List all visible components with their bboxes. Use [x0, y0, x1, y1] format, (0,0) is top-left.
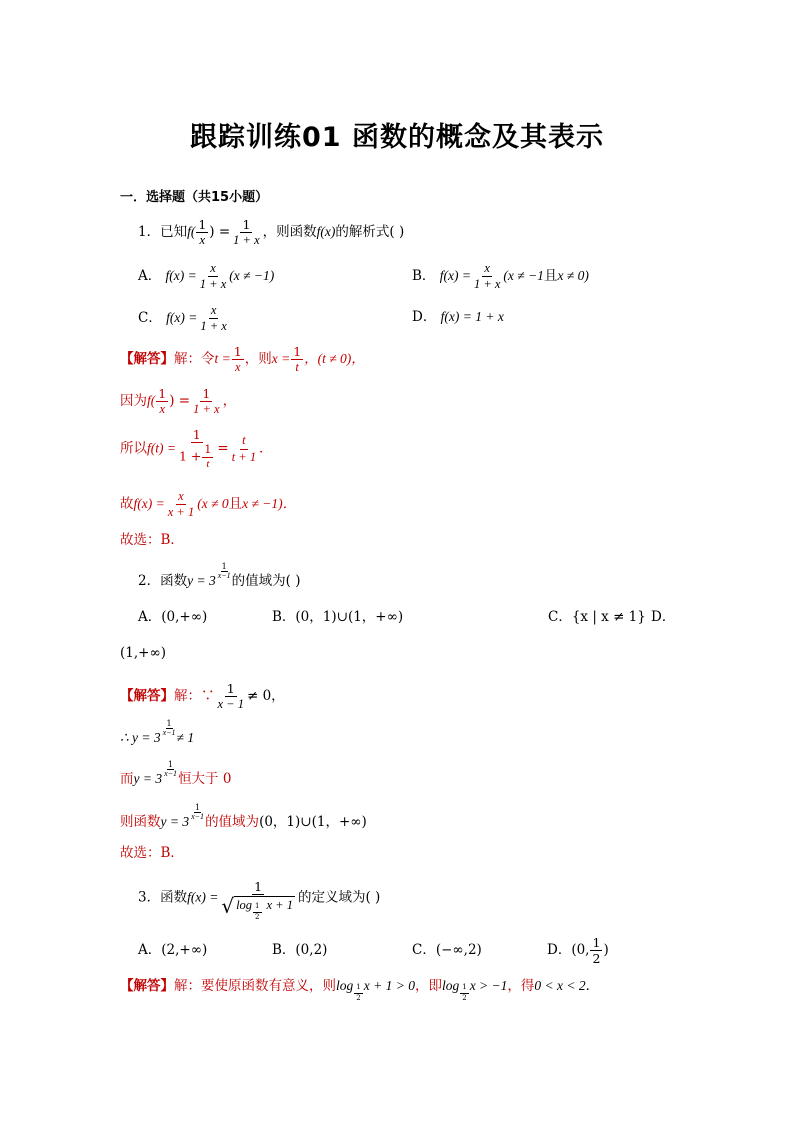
q3-option-d[interactable]	[547, 936, 609, 965]
q3-option-a[interactable]: A．(2,+∞)	[138, 942, 208, 958]
q1-option-d-expr: f(x) = 1 + x	[440, 309, 504, 324]
q3-stem-a: 3．函数	[138, 889, 188, 906]
q2-sol-l4-y: y = 3	[160, 814, 190, 829]
q1-option-b-and: 且	[543, 268, 558, 285]
q1-sol-l3-frac	[177, 428, 216, 470]
q3-stem-frac	[219, 879, 297, 921]
q2-stem-exp-den: x−1	[217, 571, 231, 580]
q3-stem	[138, 879, 381, 921]
q1-option-a-cond: (x ≠ −1)	[229, 268, 275, 284]
q2-sol-l4-exponent	[190, 804, 205, 821]
q1-option-b-cond2: x ≠ 0)	[557, 268, 589, 284]
q1-sol-l2-end: ，	[222, 393, 237, 410]
q2-stem	[138, 562, 301, 591]
q2-sol-l4-c: (0，1)∪(1，+∞)	[259, 814, 367, 830]
q3-sol-a: 解：要使原函数有意义，则	[174, 978, 336, 994]
q3-sol-log1-base-num: 1	[354, 984, 362, 993]
q2-option-a[interactable]: A．(0,+∞)	[138, 609, 208, 625]
q1-option-c-lhs: f(x) =	[166, 310, 198, 326]
q1-option-b-den: 1 + x	[473, 277, 501, 292]
q1-stem	[138, 218, 404, 247]
q1-sol-l4-frac	[166, 490, 196, 519]
q2-solution-line2	[120, 719, 195, 748]
q1-sol-l3-num: 1	[192, 427, 201, 442]
q3-sol-log2-base-den: 2	[462, 993, 467, 1002]
q1-sol-l1-a: 解：令	[174, 351, 215, 368]
q2-sol-l2-a: ∴ y = 3	[120, 730, 161, 745]
q3-option-d-pre: (0,	[571, 942, 590, 959]
q2-sol-l1-num: 1	[226, 681, 235, 696]
q2-sol-l2-b: ≠ 1	[176, 730, 195, 745]
q3-sol-b2: x > −1	[469, 978, 508, 993]
q1-sol-l1-x: x =	[271, 351, 291, 367]
q1-sol-l3-rhs-num: t	[240, 434, 247, 449]
q3-stem-log-base	[252, 902, 262, 921]
q3-option-d-den: 2	[592, 951, 601, 967]
q2-stem-b: 的值域为( )	[231, 573, 301, 589]
q2-sol-l3-y: y = 3	[133, 771, 163, 786]
q3-sol-log2-base-frac	[460, 984, 468, 1002]
q2-stem-exp-num: 1	[221, 562, 227, 571]
q1-option-a[interactable]	[138, 262, 274, 291]
q3-sol-b1: x + 1 > 0	[363, 978, 415, 993]
q3-solution-line1	[120, 978, 600, 1002]
q1-option-c[interactable]	[138, 304, 230, 333]
q1-sol-l2-eq: ) =	[169, 393, 191, 410]
q1-sol-l3-a: 所以	[120, 440, 147, 457]
q3-stem-base-den: 2	[255, 912, 260, 921]
q1-solution-line4	[120, 490, 296, 519]
q1-sol-l2-den: x	[159, 402, 165, 417]
section-heading: 一．选择题（共15小题）	[120, 190, 269, 205]
q2-sol-l2-exp-num: 1	[166, 719, 172, 728]
q2-sol-l3-b: 恒大于 0	[178, 771, 232, 787]
q1-stem-f: f(	[187, 224, 196, 240]
q1-sol-l1-num1: 1	[233, 344, 242, 359]
q2-option-d-label[interactable]: D．	[651, 609, 676, 625]
q1-option-b-num: x	[482, 262, 492, 277]
q2-sol-l1-frac	[216, 682, 246, 711]
q1-option-a-frac	[198, 262, 228, 291]
q3-stem-arg: x + 1	[266, 898, 293, 913]
q1-solution-line2	[120, 387, 236, 416]
q1-sol-l1-den1: x	[234, 360, 241, 375]
q1-option-b-cond1: (x ≠ −1	[503, 268, 544, 284]
q1-option-c-num: x	[209, 304, 219, 319]
q1-option-d-label: D．	[412, 309, 437, 325]
q3-sol-e: 0 < x < 2	[534, 978, 586, 993]
q1-stem-frac	[196, 218, 208, 247]
q1-stem-frac-num: 1	[198, 217, 207, 232]
q1-stem-end: 的解析式( )	[335, 224, 405, 241]
q1-option-c-label: C．	[138, 310, 162, 327]
q1-answer: 故选：B．	[120, 532, 184, 548]
q3-stem-b: 的定义域为( )	[297, 889, 381, 906]
q3-sol-log1: log	[336, 978, 354, 993]
q2-sol-l4-exp-num: 1	[195, 803, 201, 812]
q2-answer: 故选：B．	[120, 845, 184, 861]
q3-stem-num: 1	[254, 879, 263, 894]
q2-solution-line1	[120, 682, 285, 711]
q1-solution-tag: 【解答】	[120, 351, 174, 368]
q1-option-c-den: 1 + x	[200, 319, 227, 334]
q3-option-b[interactable]: B．(0,2)	[272, 942, 328, 958]
page-title: 跟踪训练01 函数的概念及其表示	[190, 122, 604, 153]
q1-sol-l4-cond2: x ≠ −1)．	[242, 496, 297, 512]
q1-stem-rhs-den: 1 + x	[233, 233, 260, 248]
q3-solution-tag: 【解答】	[120, 978, 174, 994]
q2-sol-l3-exp-num: 1	[168, 760, 174, 769]
q1-sol-l1-frac2	[291, 345, 303, 374]
q1-sol-l3-den-frac	[202, 444, 213, 470]
q1-solution-line3	[120, 428, 273, 470]
q2-sol-l3-a: 而	[120, 771, 134, 787]
q1-option-d[interactable]	[412, 310, 504, 325]
q1-option-a-den: 1 + x	[199, 277, 227, 292]
q2-sol-l1-a: 解：∵	[174, 688, 215, 705]
q1-stem-prefix: 1．已知	[138, 224, 188, 241]
q2-sol-l4-a: 则函数	[120, 814, 161, 830]
q3-sol-f: ．	[585, 978, 600, 994]
q1-stem-close: ) =	[209, 224, 231, 241]
q1-solution-line1	[120, 345, 365, 374]
q2-stem-a: 2．函数	[138, 573, 188, 589]
q1-stem-rhs-num: 1	[242, 217, 251, 232]
q2-stem-y: y = 3	[187, 573, 216, 588]
q2-option-b[interactable]: B．(0，1)∪(1，+∞)	[272, 609, 404, 625]
q1-sol-l4-a: 故	[120, 496, 134, 513]
q1-sol-l4-cond1: (x ≠ 0	[197, 496, 229, 512]
q1-option-b-frac	[472, 262, 502, 291]
q1-sol-l2-rhs-den: 1 + x	[193, 402, 220, 417]
q1-sol-l1-num2: 1	[293, 344, 302, 359]
q2-stem-exponent	[217, 563, 232, 580]
q2-sol-l4-b: 的值域为	[205, 814, 260, 830]
q3-option-d-num: 1	[592, 935, 601, 950]
q3-sol-log2-base-num: 1	[460, 984, 468, 993]
q3-sol-log1-base-frac	[354, 984, 362, 1002]
q3-stem-f: f(x) =	[187, 889, 219, 905]
q1-sol-l3-rhs-den: t + 1	[231, 449, 257, 464]
q1-stem-rhs	[231, 218, 261, 247]
q2-solution-line4	[120, 803, 367, 832]
q1-option-b[interactable]	[412, 262, 589, 291]
q3-stem-den	[219, 894, 297, 921]
q2-sol-l2-exponent	[162, 720, 177, 737]
q1-sol-l2-f: f(	[147, 393, 156, 409]
q1-sol-l2-rhs-num: 1	[202, 386, 211, 401]
q1-sol-l3-f: f(t) =	[147, 440, 176, 456]
q2-solution-tag: 【解答】	[120, 688, 174, 705]
q1-sol-l3-den-pre: 1 +	[178, 448, 202, 464]
q1-sol-l4-num: x	[176, 490, 186, 505]
q1-option-b-label: B．	[412, 268, 436, 285]
q2-option-c[interactable]: C．{x | x ≠ 1}	[548, 609, 646, 625]
q2-sol-l1-den: x − 1	[217, 697, 244, 712]
q1-sol-l1-frac1	[232, 345, 244, 374]
q3-sol-log1-base	[353, 983, 363, 1002]
q3-option-c[interactable]: C．(−∞,2)	[412, 942, 482, 958]
q2-sol-l4-exp-den: x−1	[191, 812, 205, 821]
q1-sol-l4-and: 且	[228, 496, 243, 513]
q1-sol-l3-den-frac-den: t	[206, 457, 210, 470]
q3-sol-c: ，即	[414, 978, 442, 994]
q1-sol-l1-den2: t	[295, 360, 299, 375]
q1-sol-l3-den-frac-num: 1	[204, 443, 212, 457]
q1-option-a-num: x	[208, 262, 218, 277]
q1-sol-l1-b: ，则	[244, 351, 272, 368]
q3-option-d-label: D．	[547, 942, 572, 959]
q2-sol-l3-exponent	[163, 761, 178, 778]
q1-sol-l3-end: ．	[259, 440, 273, 457]
q1-sol-l3-rhs	[230, 434, 258, 463]
q1-sol-l4-f: f(x) =	[133, 496, 165, 512]
q1-option-b-lhs: f(x) =	[439, 268, 471, 284]
q2-option-d[interactable]: (1,+∞)	[120, 645, 166, 661]
q3-sol-log2: log	[441, 978, 460, 993]
q1-sol-l3-den	[177, 443, 216, 470]
q3-sol-log1-base-den: 2	[356, 993, 361, 1002]
q1-option-a-lhs: f(x) =	[165, 268, 197, 284]
q3-sol-log2-base	[459, 983, 469, 1002]
sqrt-symbol	[221, 894, 295, 921]
q3-stem-base-num: 1	[253, 903, 261, 912]
q1-stem-suffix: ，则函数	[262, 224, 317, 241]
q2-sol-l2-exp-den: x−1	[162, 728, 176, 737]
q3-option-d-frac	[590, 936, 602, 965]
sqrt-radical-icon: √	[221, 894, 235, 919]
q1-sol-l2-a: 因为	[120, 393, 147, 410]
q2-sol-l3-exp-den: x−1	[164, 769, 178, 778]
q3-option-d-post: )	[603, 942, 609, 959]
q1-option-a-label: A．	[138, 268, 162, 285]
q1-stem-fx: f(x)	[316, 224, 336, 240]
q1-option-c-frac	[198, 304, 228, 333]
q3-stem-base-frac	[253, 903, 261, 921]
q2-sol-l1-b: ≠ 0，	[246, 688, 285, 705]
q1-sol-l1-c: ，(t ≠ 0)，	[304, 351, 365, 367]
q3-sol-d: ，得	[507, 978, 535, 994]
q1-sol-l1-t: t =	[214, 351, 231, 367]
q3-stem-log: log	[236, 898, 253, 913]
q1-sol-l3-eq: =	[217, 440, 229, 457]
q2-solution-line3	[120, 760, 232, 789]
q1-sol-l2-num: 1	[158, 386, 167, 401]
q1-sol-l2-frac	[156, 387, 168, 416]
q1-sol-l4-den: x + 1	[167, 505, 195, 520]
sqrt-body	[234, 896, 295, 921]
q1-stem-frac-den: x	[199, 233, 206, 248]
q1-sol-l2-rhs	[191, 387, 221, 416]
